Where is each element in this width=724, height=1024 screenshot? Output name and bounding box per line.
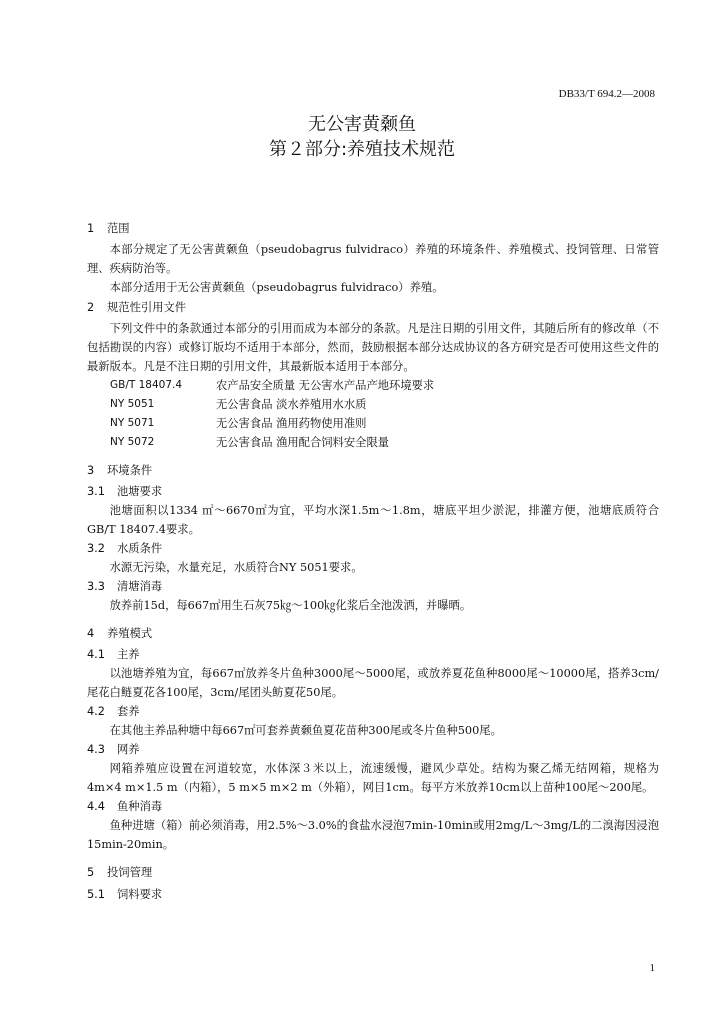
subsection-title: 主养 (117, 648, 140, 661)
subsection-number: 3.2 (87, 542, 105, 555)
subsection-number: 4.2 (87, 705, 105, 718)
section-title: 规范性引用文件 (107, 301, 187, 314)
subsection-number: 4.3 (87, 743, 105, 756)
subsection-heading (87, 482, 659, 501)
paragraph: 本部分适用于无公害黄颡鱼（pseudobagrus fulvidraco）养殖。 (109, 281, 444, 294)
reference-code: NY 5072 (110, 436, 155, 448)
section-number: 5 (87, 866, 95, 879)
section-number: 3 (87, 464, 95, 477)
subsection-title: 鱼种消毒 (117, 800, 163, 813)
section-number: 1 (87, 222, 95, 235)
reference-code: NY 5071 (110, 417, 155, 429)
document-body (87, 218, 659, 906)
paragraph: 本部分规定了无公害黄颡鱼（pseudobagrus fulvidraco）养殖的环境条件、养殖模式、投饲管理、日常管理、疾病防治等。 (87, 243, 659, 275)
section-number: 4 (87, 627, 95, 640)
paragraph: 鱼种进塘（箱）前必须消毒，用2.5%～3.0%的食盐水浸泡7min-10min或用2mg/L～3mg/L的二溴海因浸泡15min-20min。 (87, 819, 659, 851)
section-heading (87, 623, 659, 645)
subsection-title: 清塘消毒 (117, 580, 163, 593)
paragraph: 网箱养殖应设置在河道较宽，水体深３米以上，流速缓慢，避风少草处。结构为聚乙烯无结网箱，规格为4m×4 m×1.5 m（内箱），5 m×5 m×2 m（外箱），网目1cm。每平方米放养10cm以上苗种100尾～200尾。 (87, 762, 659, 794)
subsection-number: 5.1 (87, 888, 105, 901)
page-number: 1 (649, 962, 655, 974)
reference-code: GB/T 18407.4 (110, 379, 183, 391)
subsection-title: 网养 (117, 743, 140, 756)
paragraph: 水源无污染，水量充足，水质符合NY 5051要求。 (109, 561, 363, 574)
reference-row (87, 433, 659, 452)
section-number: 2 (87, 301, 95, 314)
subsection-heading (87, 539, 659, 558)
reference-name: 农产品安全质量 无公害水产品产地环境要求 (216, 379, 435, 392)
section-heading (87, 460, 659, 482)
section-title: 范围 (107, 222, 130, 235)
subsection-number: 4.4 (87, 800, 105, 813)
paragraph: 池塘面积以1334 ㎡～6670㎡为宜，平均水深1.5m～1.8m，塘底平坦少淤泥，排灌方便，池塘底质符合GB/T 18407.4要求。 (87, 504, 659, 536)
section-title: 养殖模式 (107, 627, 153, 640)
section-heading (87, 297, 659, 319)
standard-code: DB33/T 694.2—2008 (558, 88, 655, 100)
paragraph: 在其他主养品种塘中每667㎡可套养黄颡鱼夏花苗种300尾或冬片鱼种500尾。 (109, 724, 502, 737)
subsection-title: 套养 (117, 705, 140, 718)
subsection-heading (87, 797, 659, 816)
subsection-heading (87, 740, 659, 759)
subsection-number: 3.1 (87, 485, 105, 498)
reference-name: 无公害食品 淡水养殖用水水质 (216, 398, 367, 411)
section-heading (87, 218, 659, 240)
reference-code: NY 5051 (110, 398, 155, 410)
paragraph: 以池塘养殖为宜，每667㎡放养冬片鱼种3000尾～5000尾，或放养夏花鱼种8000尾～10000尾，搭养3cm/尾花白鲢夏花各100尾，3cm/尾团头鲂夏花50尾。 (87, 667, 659, 699)
subsection-number: 3.3 (87, 580, 105, 593)
reference-name: 无公害食品 渔用配合饲料安全限量 (216, 436, 390, 449)
reference-row (87, 395, 659, 414)
subsection-number: 4.1 (87, 648, 105, 661)
reference-row (87, 414, 659, 433)
paragraph: 放养前15d，每667㎡用生石灰75㎏～100㎏化浆后全池泼洒，并曝晒。 (109, 599, 472, 612)
subsection-heading (87, 645, 659, 664)
document-title: 无公害黄颡鱼 (308, 114, 416, 135)
subsection-heading (87, 702, 659, 721)
reference-name: 无公害食品 渔用药物使用准则 (216, 417, 367, 430)
subsection-title: 池塘要求 (117, 485, 163, 498)
section-title: 投饲管理 (107, 866, 153, 879)
subsection-title: 饲料要求 (117, 888, 163, 901)
subsection-heading (87, 884, 659, 906)
reference-row (87, 376, 659, 395)
section-heading (87, 862, 659, 884)
paragraph: 下列文件中的条款通过本部分的引用而成为本部分的条款。凡是注日期的引用文件，其随后所有的修改单（不包括勘误的内容）或修订版均不适用于本部分，然而，鼓励根据本部分达成协议的各方研究是否可使用这些文件的最新版本。凡是不注日期的引用文件，其最新版本适用于本部分。 (87, 322, 659, 373)
subsection-title: 水质条件 (117, 542, 163, 555)
subsection-heading (87, 577, 659, 596)
section-title: 环境条件 (107, 464, 153, 477)
document-subtitle: 第２部分:养殖技术规范 (268, 139, 456, 160)
